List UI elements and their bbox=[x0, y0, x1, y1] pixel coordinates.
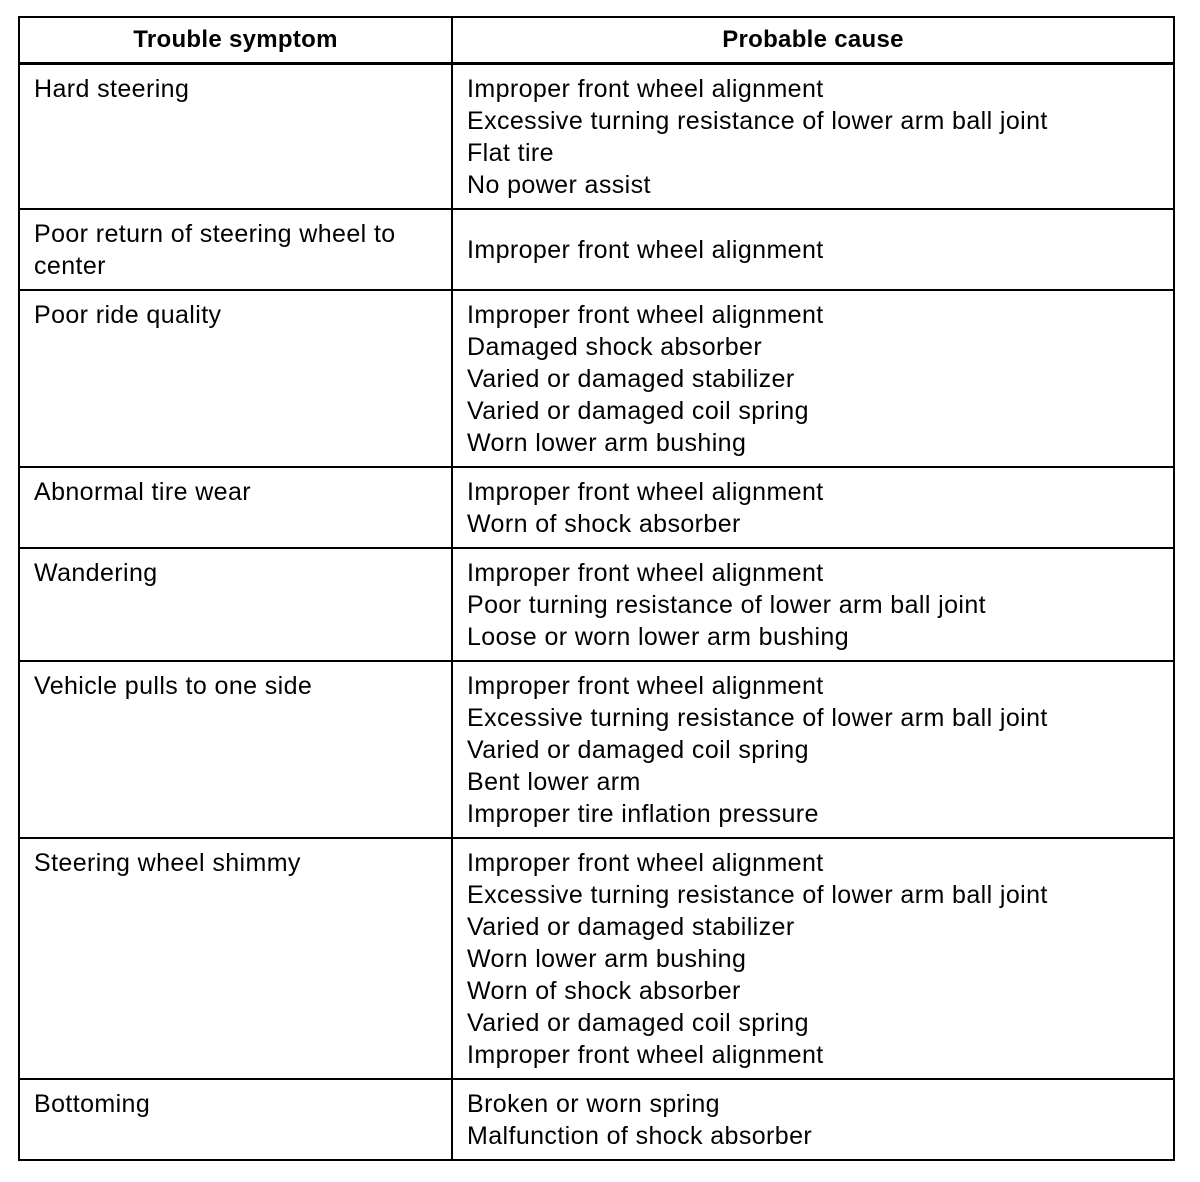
table-body bbox=[19, 64, 1174, 1161]
cause-cell bbox=[452, 1079, 1174, 1160]
header-probable-cause: Probable cause bbox=[452, 17, 1174, 64]
cause-cell bbox=[452, 548, 1174, 661]
cause-item: Worn of shock absorber bbox=[467, 510, 741, 538]
cause-item: Improper front wheel alignment bbox=[467, 75, 824, 103]
cause-cell bbox=[452, 838, 1174, 1079]
cause-item: Malfunction of shock absorber bbox=[467, 1122, 813, 1150]
cause-cell bbox=[452, 290, 1174, 467]
symptom-cell bbox=[19, 838, 452, 1079]
cause-item: Broken or worn spring bbox=[467, 1090, 720, 1118]
symptom-text: Poor ride quality bbox=[34, 301, 222, 329]
cause-cell bbox=[452, 64, 1174, 210]
symptom-cell bbox=[19, 661, 452, 838]
symptom-cell bbox=[19, 290, 452, 467]
cause-item: Excessive turning resistance of lower arm ball joint bbox=[467, 881, 1048, 909]
cause-cell bbox=[452, 467, 1174, 548]
cause-item: Varied or damaged coil spring bbox=[467, 736, 809, 764]
cause-item: Poor turning resistance of lower arm ball joint bbox=[467, 591, 987, 619]
table-row bbox=[19, 838, 1174, 1079]
symptom-text: Hard steering bbox=[34, 75, 190, 103]
cause-item: Excessive turning resistance of lower arm ball joint bbox=[467, 107, 1048, 135]
symptom-cell bbox=[19, 64, 452, 210]
cause-item: Worn of shock absorber bbox=[467, 977, 741, 1005]
cause-item: Varied or damaged stabilizer bbox=[467, 913, 795, 941]
cause-item: Improper front wheel alignment bbox=[467, 559, 824, 587]
symptom-text: Steering wheel shimmy bbox=[34, 849, 301, 877]
cause-item: Damaged shock absorber bbox=[467, 333, 763, 361]
cause-item: Improper front wheel alignment bbox=[467, 236, 824, 264]
cause-item: Varied or damaged coil spring bbox=[467, 1009, 809, 1037]
cause-item: Excessive turning resistance of lower arm ball joint bbox=[467, 704, 1048, 732]
troubleshooting-table bbox=[18, 16, 1175, 1161]
cause-cell bbox=[452, 209, 1174, 290]
header-trouble-symptom: Trouble symptom bbox=[19, 17, 452, 64]
symptom-text: Vehicle pulls to one side bbox=[34, 672, 313, 700]
table-row bbox=[19, 1079, 1174, 1160]
cause-item: Improper tire inflation pressure bbox=[467, 800, 819, 828]
symptom-text: Poor return of steering wheel to center bbox=[34, 220, 396, 280]
symptom-text: Bottoming bbox=[34, 1090, 151, 1118]
cause-item: Improper front wheel alignment bbox=[467, 1041, 824, 1069]
table-header-row bbox=[19, 17, 1174, 64]
cause-item: Improper front wheel alignment bbox=[467, 301, 824, 329]
cause-item: Flat tire bbox=[467, 139, 554, 167]
table-row bbox=[19, 548, 1174, 661]
cause-item: No power assist bbox=[467, 171, 651, 199]
table-row bbox=[19, 290, 1174, 467]
table-row bbox=[19, 467, 1174, 548]
cause-item: Improper front wheel alignment bbox=[467, 478, 824, 506]
cause-cell bbox=[452, 661, 1174, 838]
table-row bbox=[19, 209, 1174, 290]
symptom-text: Abnormal tire wear bbox=[34, 478, 252, 506]
cause-item: Varied or damaged coil spring bbox=[467, 397, 809, 425]
cause-item: Worn lower arm bushing bbox=[467, 429, 747, 457]
symptom-cell bbox=[19, 1079, 452, 1160]
table-row bbox=[19, 64, 1174, 210]
cause-item: Improper front wheel alignment bbox=[467, 672, 824, 700]
cause-item: Bent lower arm bbox=[467, 768, 641, 796]
cause-item: Loose or worn lower arm bushing bbox=[467, 623, 850, 651]
cause-item: Worn lower arm bushing bbox=[467, 945, 747, 973]
cause-item: Varied or damaged stabilizer bbox=[467, 365, 795, 393]
cause-item: Improper front wheel alignment bbox=[467, 849, 824, 877]
symptom-cell bbox=[19, 548, 452, 661]
symptom-cell bbox=[19, 467, 452, 548]
symptom-cell bbox=[19, 209, 452, 290]
table-row bbox=[19, 661, 1174, 838]
symptom-text: Wandering bbox=[34, 559, 158, 587]
